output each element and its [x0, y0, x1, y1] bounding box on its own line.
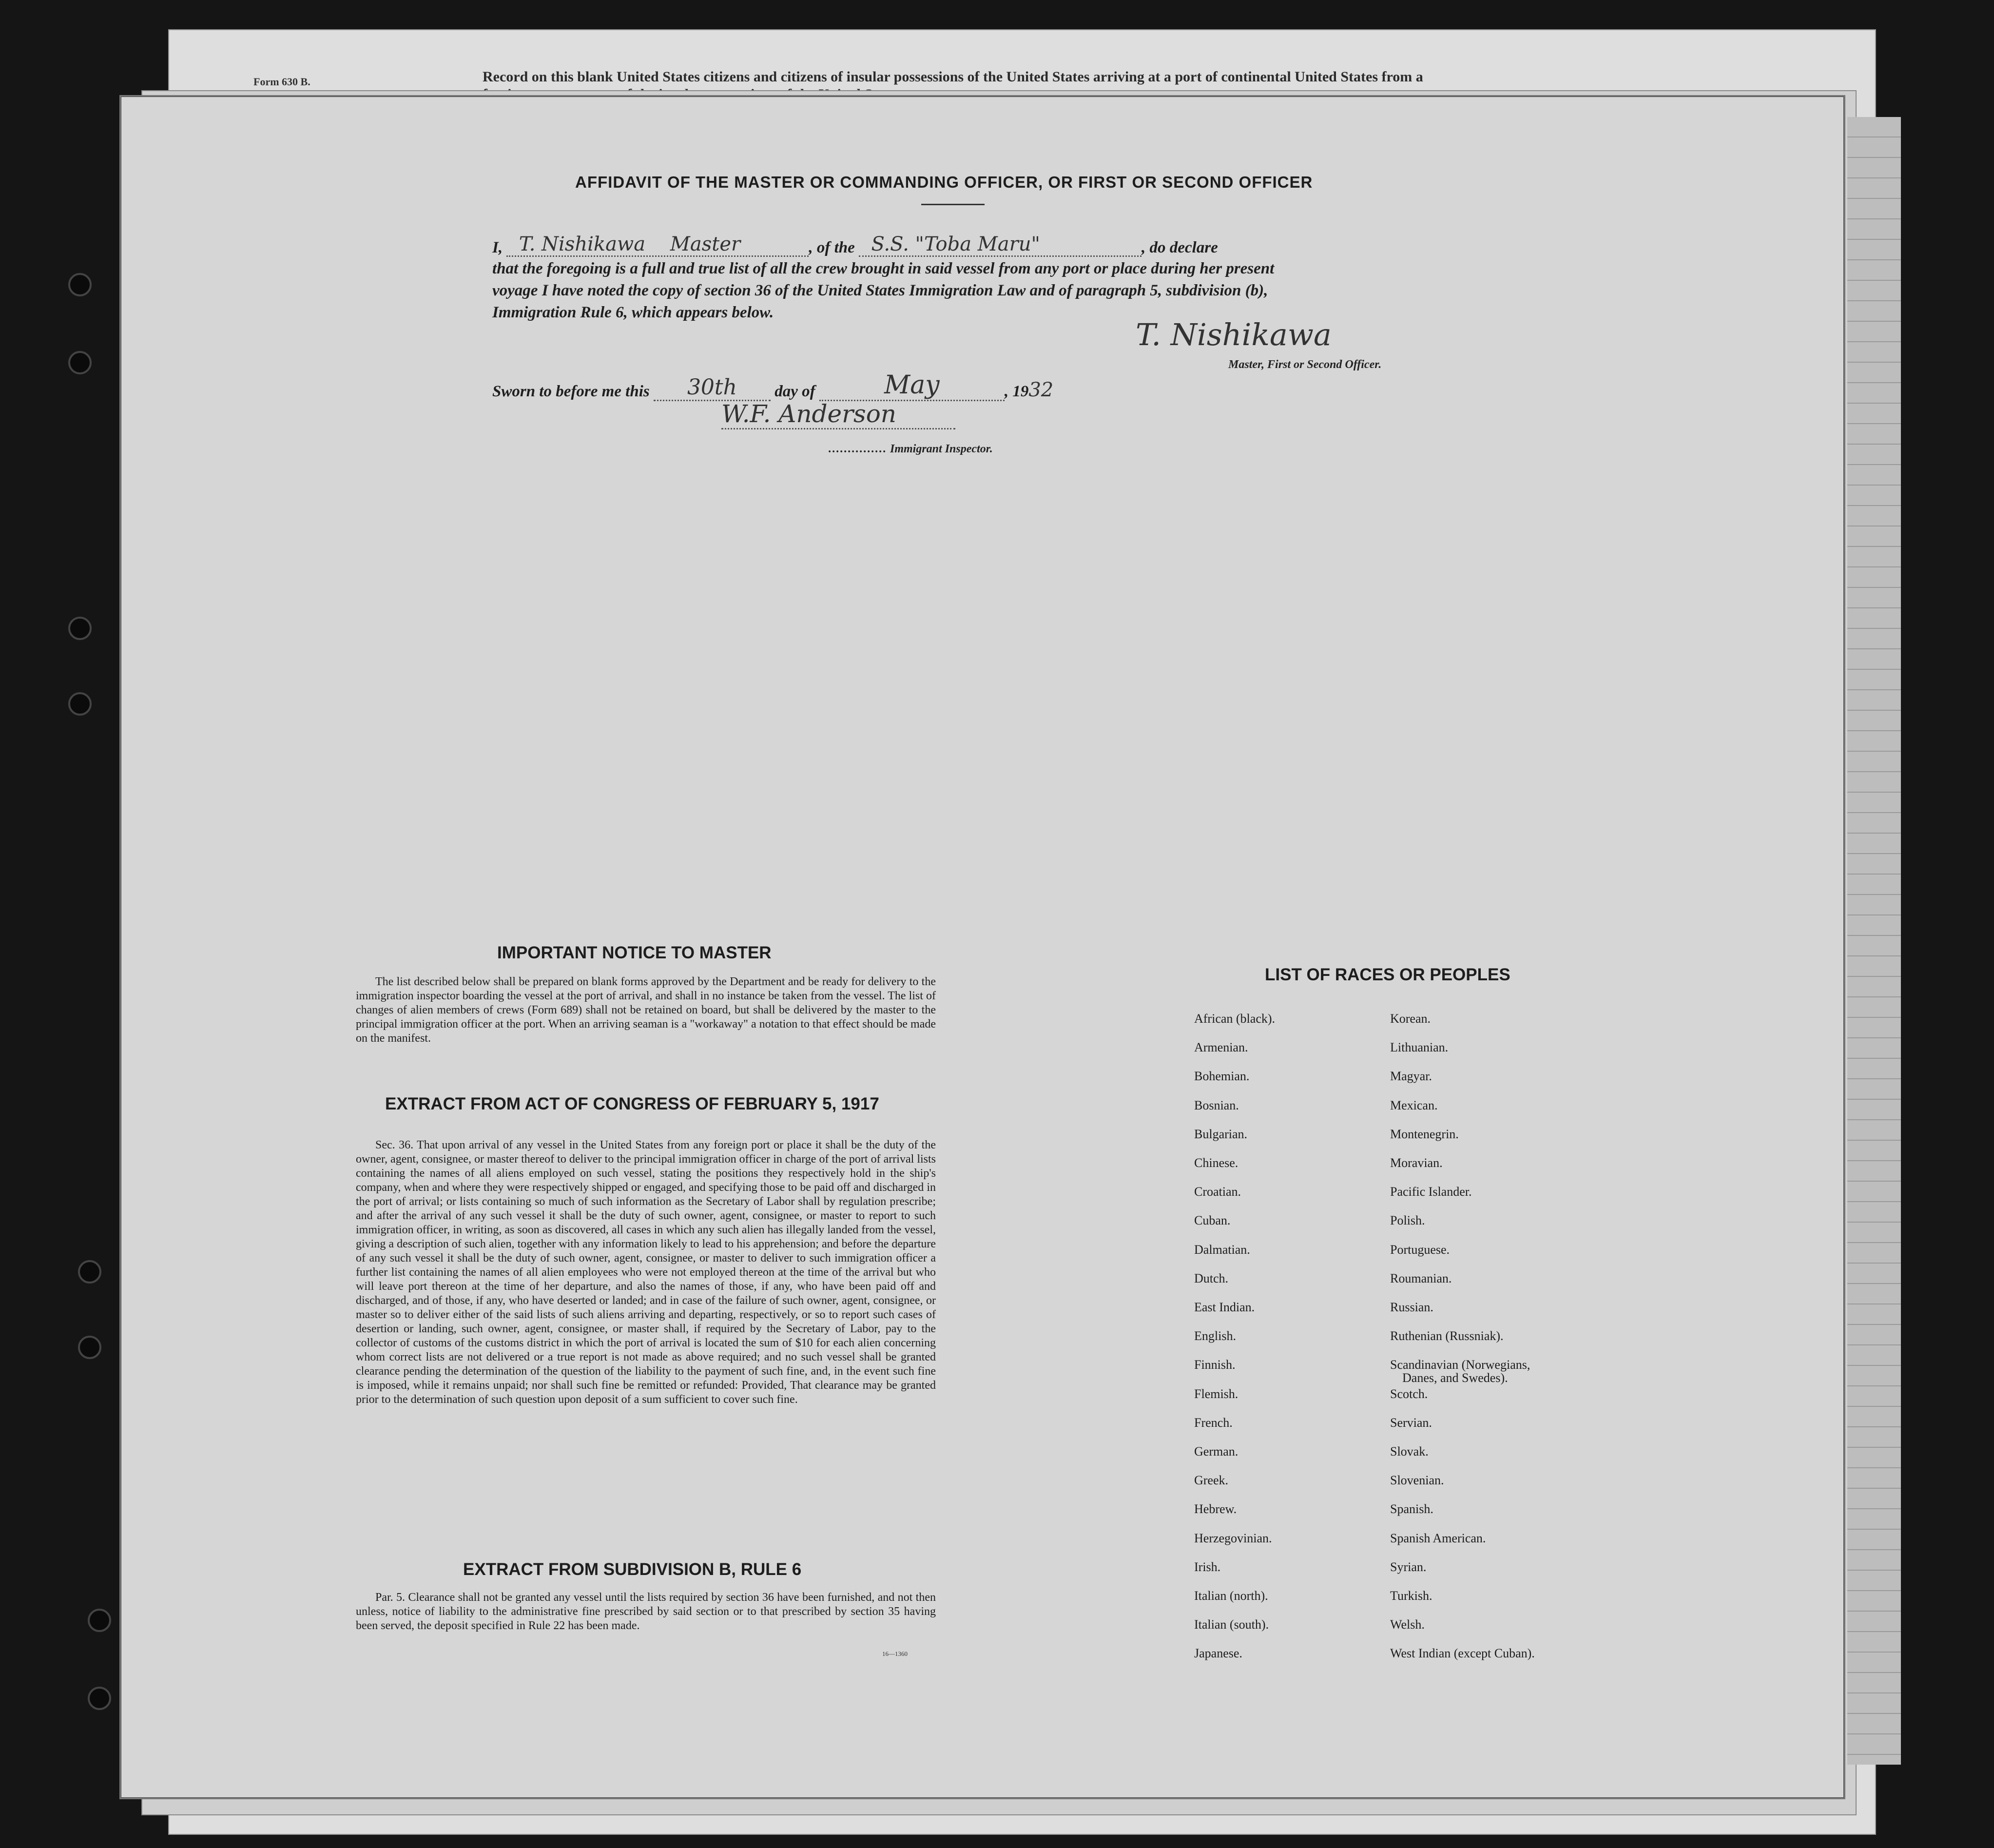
race-item: German.	[1194, 1444, 1239, 1459]
sworn-prefix: Sworn to before me this	[492, 383, 650, 400]
race-item: Polish.	[1390, 1213, 1425, 1228]
race-item: Chinese.	[1194, 1156, 1239, 1170]
extract-rule-title: EXTRACT FROM SUBDIVISION B, RULE 6	[463, 1560, 802, 1579]
race-item: Hebrew.	[1194, 1502, 1237, 1517]
year-prefix: 19	[1012, 383, 1029, 400]
race-item: Moravian.	[1390, 1156, 1443, 1170]
race-item: Herzegovinian.	[1194, 1531, 1272, 1545]
race-item: Welsh.	[1390, 1617, 1425, 1632]
title-rule	[921, 204, 985, 205]
race-item: Armenian.	[1194, 1040, 1248, 1055]
master-name: T. Nishikawa	[519, 233, 646, 255]
race-item: Spanish American.	[1390, 1531, 1486, 1545]
race-item: Dalmatian.	[1194, 1242, 1250, 1257]
race-item: Dutch.	[1194, 1271, 1229, 1285]
of-the-label: of the	[816, 239, 855, 256]
affidavit-page	[119, 95, 1845, 1799]
master-rank: Master	[670, 233, 741, 255]
notice-text: The list described below shall be prepared on blank forms approved by the Department and be ready for delivery to the immigration inspector boarding the vessel at the port of arrival, and shall in no instance be taken from the vessel. The list of changes of alien members of crews (Form 689) shall not be retained on board, but shall be delivered by the master to the principal immigration officer at the port. When an arriving seaman is a "workaway" a notation to that effect should be made on the manifest.	[356, 975, 936, 1045]
binder-hole-icon	[68, 692, 92, 716]
sworn-year: 32	[1028, 379, 1054, 401]
ruled-edge	[1847, 117, 1901, 1765]
extract-act-text: Sec. 36. That upon arrival of any vessel in the United States from any foreign port or place it shall be the duty of the owner, agent, consignee, or master thereof to deliver to the principal immigration officer in charge of the port of arrival lists containing the names of all aliens employed on such vessel, stating the positions they respectively hold in the ship's company, when and where they were respectively shipped or engaged, and specifying those to be paid off and discharged in the port of arrival; or lists containing so much of such information as the Secretary of Labor shall by regulation prescribe; and after the arrival of any such vessel it shall be the duty of such owner, agent, consignee, or master to report to such immigration officer, in writing, as soon as discovered, all cases in which any such alien has illegally landed from the vessel, giving a description of such alien, together with any information likely to lead to his apprehension; and before the departure of any such vessel it shall be the duty of such owner, agent, consignee, or master to deliver to such immigration officer a further list containing the names of all alien employees who were not employed thereon at the time of the arrival but who will leave port thereon at the time of her departure, and also the names of those, if any, who have been paid off and discharged, and of those, if any, who have deserted or landed; and in case of the failure of such owner, agent, consignee, or master so to deliver either of the said lists of such aliens arriving and departing, respectively, or so to report such cases of desertion or landing, such owner, agent, consignee, or master shall, if required by the Secretary of Labor, pay to the collector of customs of the customs district in which the port of arrival is located the sum of $10 for each alien concerning whom correct lists are not delivered or a true report is not made as above required; and no such vessel shall be granted clearance pending the determination of the question of the liability to the payment of such fine, and, in the event such fine is imposed, while it remains unpaid; nor shall such fine be remitted or refunded: Provided, That clearance may be granted prior to the determination of such question upon deposit of a sum sufficient to cover such fine.	[356, 1139, 936, 1406]
race-item: Croatian.	[1194, 1185, 1241, 1199]
race-item: Scotch.	[1390, 1386, 1428, 1401]
race-item: Mexican.	[1390, 1098, 1438, 1112]
race-item: Spanish.	[1390, 1502, 1433, 1517]
form-number: Form 630 B.	[253, 76, 310, 88]
race-item: Servian.	[1390, 1415, 1432, 1430]
form-code: 16—1360	[882, 1650, 908, 1657]
binder-hole-icon	[68, 617, 92, 640]
race-item: Russian.	[1390, 1300, 1433, 1314]
race-item: Greek.	[1194, 1473, 1229, 1488]
day-of-label: day of	[774, 383, 815, 400]
affidavit-line-1: I, T. Nishikawa Master , of the S.S. "Toba Maru" , do declare	[492, 233, 1218, 256]
vessel-name-field	[859, 233, 1142, 257]
race-item: Syrian.	[1390, 1559, 1427, 1574]
declarant-prefix: I,	[492, 239, 503, 256]
inspector-signature: W.F. Anderson	[721, 400, 955, 429]
race-item: Italian (south).	[1194, 1617, 1269, 1632]
master-signature: T. Nishikawa	[1136, 317, 1332, 352]
declare-label: do declare	[1149, 239, 1218, 256]
race-item: Japanese.	[1194, 1646, 1242, 1661]
binder-hole-icon	[68, 273, 92, 296]
top-note-line-1: Record on this blank United States citizens and citizens of insular possessions of the United States arriving at a port of continental United States from a	[483, 69, 1423, 85]
race-item: Flemish.	[1194, 1386, 1239, 1401]
race-item: Magyar.	[1390, 1069, 1432, 1084]
race-item: West Indian (except Cuban).	[1390, 1646, 1535, 1661]
sworn-line: Sworn to before me this 30th day of May , 1932	[492, 370, 1054, 401]
extract-act-body	[356, 1138, 936, 1407]
binder-hole-icon	[78, 1336, 101, 1359]
notice-title: IMPORTANT NOTICE TO MASTER	[497, 943, 772, 962]
affidavit-title: AFFIDAVIT OF THE MASTER OR COMMANDING OFFICER, OR FIRST OR SECOND OFFICER	[575, 173, 1313, 191]
race-item: Bulgarian.	[1194, 1127, 1248, 1141]
race-item: Cuban.	[1194, 1213, 1231, 1228]
race-item: Roumanian.	[1390, 1271, 1452, 1285]
affidavit-line-2: that the foregoing is a full and true list of all the crew brought in said vessel from any port or place during her present	[492, 260, 1275, 277]
inspector-label: ............... Immigrant Inspector.	[829, 443, 993, 455]
sworn-month: May	[819, 370, 1005, 401]
race-item: Montenegrin.	[1390, 1127, 1459, 1141]
sworn-day: 30th	[654, 375, 771, 401]
race-item-continuation: Danes, and Swedes).	[1402, 1371, 1508, 1385]
vessel-name: S.S. "Toba Maru"	[871, 233, 1040, 255]
inspector-label-text: Immigrant Inspector.	[890, 443, 993, 455]
binder-hole-icon	[88, 1609, 111, 1632]
race-item: Lithuanian.	[1390, 1040, 1449, 1055]
extract-rule-body	[356, 1591, 936, 1633]
race-item: East Indian.	[1194, 1300, 1255, 1314]
notice-body	[356, 975, 936, 1046]
race-item: Slovak.	[1390, 1444, 1429, 1459]
extract-act-title: EXTRACT FROM ACT OF CONGRESS OF FEBRUARY 5, 1917	[385, 1094, 879, 1113]
master-name-field	[506, 233, 809, 257]
extract-rule-text: Par. 5. Clearance shall not be granted any vessel until the lists required by section 36 have been furnished, and not then unless, notice of liability to the administrative fine prescribed by said section or to that prescribed by section 35 having been served, the deposit specified in Rule 22 has been made.	[356, 1591, 936, 1632]
race-item: Korean.	[1390, 1012, 1431, 1026]
race-item: Portuguese.	[1390, 1242, 1450, 1257]
race-item: Italian (north).	[1194, 1589, 1268, 1603]
race-item: Irish.	[1194, 1559, 1221, 1574]
race-item: Pacific Islander.	[1390, 1185, 1472, 1199]
race-item: Turkish.	[1390, 1589, 1433, 1603]
race-item: Bohemian.	[1194, 1069, 1250, 1084]
affidavit-line-3: voyage I have noted the copy of section 36 of the United States Immigration Law and of paragraph 5, subdivision (b),	[492, 282, 1268, 299]
race-item: Bosnian.	[1194, 1098, 1239, 1112]
binder-hole-icon	[68, 351, 92, 374]
race-item: English.	[1194, 1329, 1236, 1343]
races-title: LIST OF RACES OR PEOPLES	[1265, 965, 1510, 984]
race-item: Slovenian.	[1390, 1473, 1444, 1488]
affidavit-line-4: Immigration Rule 6, which appears below.	[492, 304, 774, 321]
race-item: French.	[1194, 1415, 1233, 1430]
race-item: African (black).	[1194, 1012, 1276, 1026]
race-item: Scandinavian (Norwegians,	[1390, 1358, 1530, 1372]
race-item: Finnish.	[1194, 1358, 1236, 1372]
binder-hole-icon	[88, 1687, 111, 1710]
binder-hole-icon	[78, 1260, 101, 1284]
race-item: Ruthenian (Russniak).	[1390, 1329, 1504, 1343]
signature-label: Master, First or Second Officer.	[1228, 358, 1382, 371]
